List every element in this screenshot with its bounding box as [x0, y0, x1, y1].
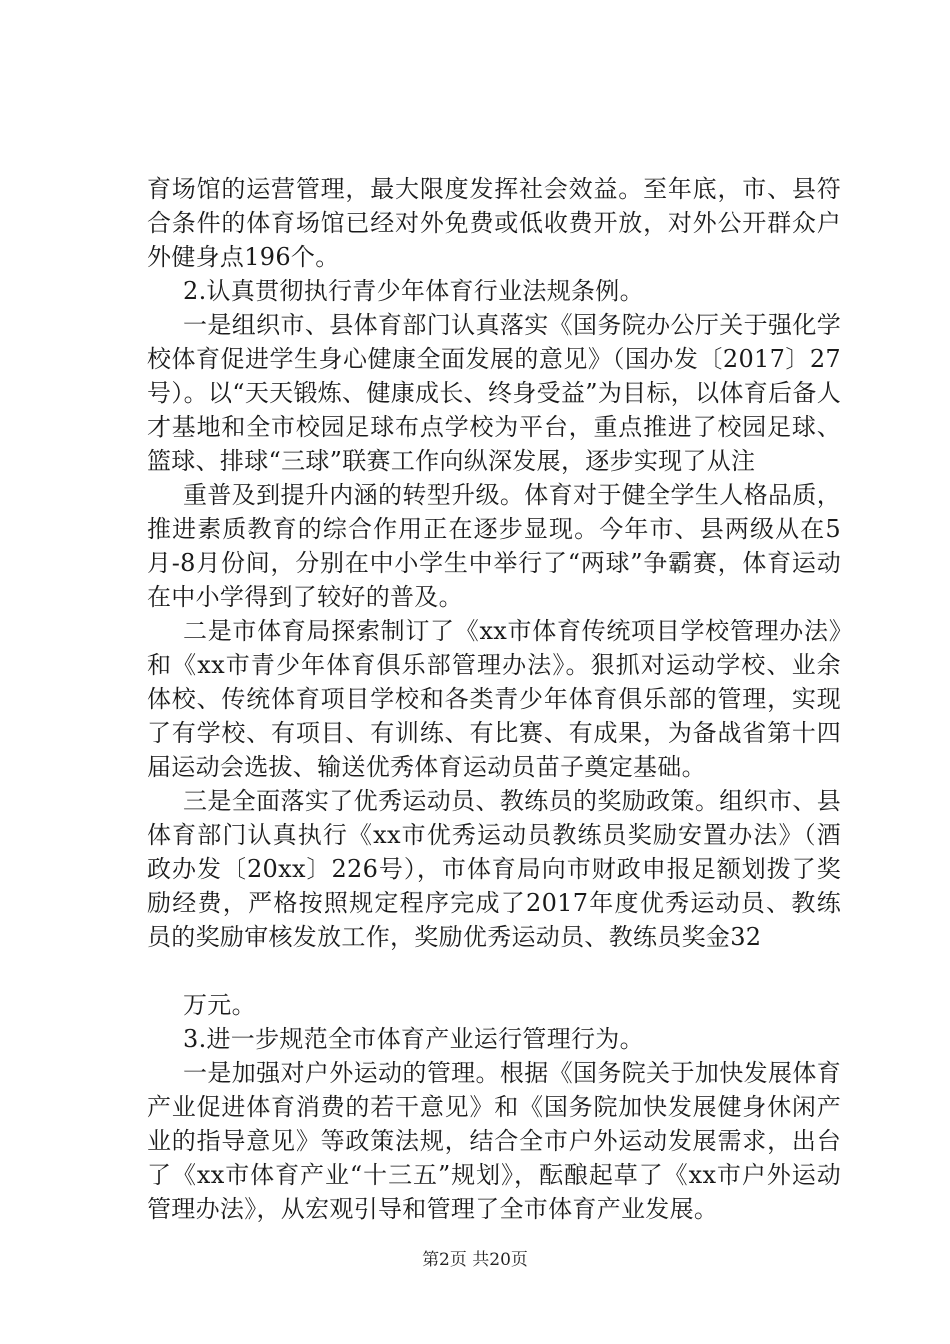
paragraph-item-1: 一是组织市、县体育部门认真落实《国务院办公厅关于强化学校体育促进学生身心健康全面发展的意见》（国办发〔2017〕27号）。以“天天锻炼、健康成长、终身受益”为目标，以体育后备人才基地和全市校园足球布点学校为平台，重点推进了校园足球、篮球、排球“三球”联赛工作向纵深发展，逐步实现了从注 [147, 311, 841, 475]
paragraph-item-3: 三是全面落实了优秀运动员、教练员的奖励政策。组织市、县体育部门认真执行《xx市优秀运动员教练员奖励安置办法》（酒政办发〔20xx〕226号），市体育局向市财政申报足额划拨了奖励经费，严格按照规定程序完成了2017年度优秀运动员、教练员的奖励审核发放工作，奖励优秀运动员、教练员奖金32 [147, 787, 841, 951]
page-footer: 第2页 共20页 [422, 1250, 528, 1270]
document-body [147, 172, 841, 1226]
paragraph-item-1-continued: 重普及到提升内涵的转型升级。体育对于健全学生人格品质，推进素质教育的综合作用正在逐步显现。今年市、县两级从在5月-8月份间，分别在中小学生中举行了“两球”争霸赛，体育运动在中小学得到了较好的普及。 [147, 481, 841, 611]
paragraph-continuation: 育场馆的运营管理，最大限度发挥社会效益。至年底，市、县符合条件的体育场馆已经对外免费或低收费开放，对外公开群众户外健身点196个。 [147, 175, 841, 271]
paragraph-item-2: 二是市体育局探索制订了《xx市体育传统项目学校管理办法》和《xx市青少年体育俱乐部管理办法》。狠抓对运动学校、业余体校、传统体育项目学校和各类青少年体育俱乐部的管理，实现了有学校、有项目、有训练、有比赛、有成果，为备战省第十四届运动会选拔、输送优秀体育运动员苗子奠定基础。 [147, 617, 841, 781]
paragraph-item-3-continued: 万元。 [183, 991, 256, 1019]
section-heading-3: 3.进一步规范全市体育产业运行管理行为。 [183, 1025, 644, 1053]
section-heading-2: 2.认真贯彻执行青少年体育行业法规条例。 [183, 277, 644, 305]
paragraph-item-4: 一是加强对户外运动的管理。根据《国务院关于加快发展体育产业促进体育消费的若干意见》和《国务院加快发展健身休闲产业的指导意见》等政策法规，结合全市户外运动发展需求，出台了《xx市体育产业“十三五”规划》，酝酿起草了《xx市户外运动管理办法》，从宏观引导和管理了全市体育产业发展。 [147, 1059, 841, 1223]
paragraph-gap [147, 954, 841, 988]
